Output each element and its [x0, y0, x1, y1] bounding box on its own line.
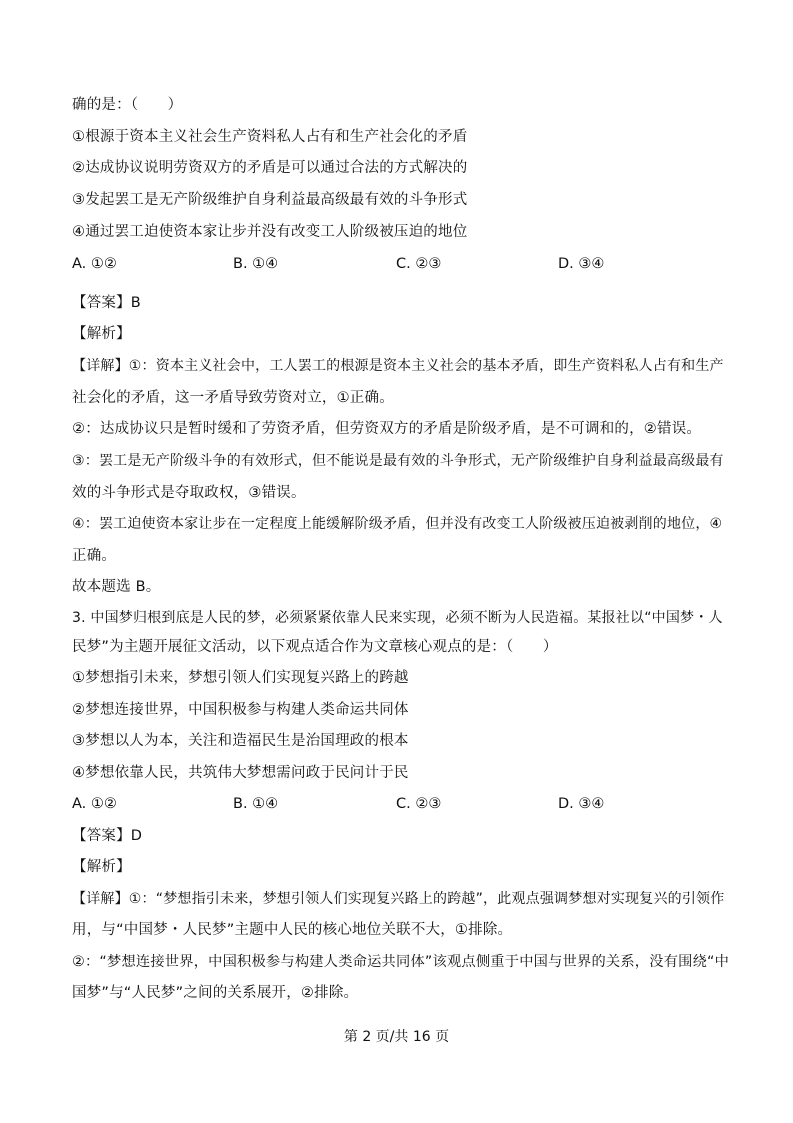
detail-line: ②：达成协议只是暂时缓和了劳资矛盾，但劳资双方的矛盾是阶级矛盾，是不可调和的，②错误。	[72, 421, 702, 437]
page-footer: 第 2 页/共 16 页	[343, 1029, 450, 1045]
statement-1: ①根源于资本主义社会生产资料私人占有和生产社会化的矛盾	[72, 129, 468, 145]
detail-line: 故本题选 B。	[72, 579, 161, 595]
option-b: B. ①④	[233, 256, 279, 272]
statement-4: ④梦想依靠人民，共筑伟大梦想需问政于民问计于民	[72, 765, 409, 781]
question-stem-tail: 确的是：（ ）	[72, 97, 183, 113]
detail-line: ④：罢工迫使资本家让步在一定程度上能缓解阶级矛盾，但并没有改变工人阶级被压迫被剥削的地位，④	[72, 516, 723, 532]
detail-line: 【详解】①：“梦想指引未来，梦想引领人们实现复兴路上的跨越”，此观点强调梦想对实现复兴的引领作	[72, 891, 725, 907]
detail-line: 用，与“中国梦・人民梦”主题中人民的核心地位关联不大，①排除。	[72, 922, 513, 938]
statement-2: ②梦想连接世界，中国积极参与构建人类命运共同体	[72, 702, 409, 718]
question-3-stem: 民梦”为主题开展征文活动，以下观点适合作为文章核心观点的是：（ ）	[72, 639, 558, 655]
statement-2: ②达成协议说明劳资双方的矛盾是可以通过合法的方式解决的	[72, 160, 468, 176]
analysis-heading: 【解析】	[72, 859, 131, 875]
statement-1: ①梦想指引未来，梦想引领人们实现复兴路上的跨越	[72, 670, 409, 686]
option-a: A. ①②	[72, 796, 117, 812]
detail-line: ③：罢工是无产阶级斗争的有效形式，但不能说是最有效的斗争形式，无产阶级维护自身利益最高级最有	[72, 453, 724, 469]
option-c: C. ②③	[396, 256, 442, 272]
answer-label: 【答案】B	[72, 295, 141, 311]
statement-4: ④通过罢工迫使资本家让步并没有改变工人阶级被压迫的地位	[72, 224, 468, 240]
answer-label: 【答案】D	[72, 828, 143, 844]
option-c: C. ②③	[396, 796, 442, 812]
statement-3: ③发起罢工是无产阶级维护自身利益最高级最有效的斗争形式	[72, 192, 468, 208]
statement-3: ③梦想以人为本，关注和造福民生是治国理政的根本	[72, 733, 409, 749]
option-a: A. ①②	[72, 256, 117, 272]
option-d: D. ③④	[558, 256, 605, 272]
question-3-stem: 3. 中国梦归根到底是人民的梦，必须紧紧依靠人民来实现，必须不断为人民造福。某报社以“中国梦・人	[72, 610, 723, 626]
option-b: B. ①④	[233, 796, 279, 812]
detail-line: 正确。	[72, 548, 117, 564]
detail-line: 社会化的矛盾，这一矛盾导致劳资对立，①正确。	[72, 390, 394, 406]
detail-line: 国梦”与“人民梦”之间的关系展开，②排除。	[72, 985, 359, 1001]
detail-line: 效的斗争形式是夺取政权，③错误。	[72, 485, 306, 501]
detail-line: ②：“梦想连接世界，中国积极参与构建人类命运共同体”该观点侧重于中国与世界的关系，没有围绕“中	[72, 954, 730, 970]
detail-line: 【详解】①：资本主义社会中，工人罢工的根源是资本主义社会的基本矛盾，即生产资料私人占有和生产	[72, 358, 724, 374]
option-d: D. ③④	[558, 796, 605, 812]
analysis-heading: 【解析】	[72, 326, 131, 342]
